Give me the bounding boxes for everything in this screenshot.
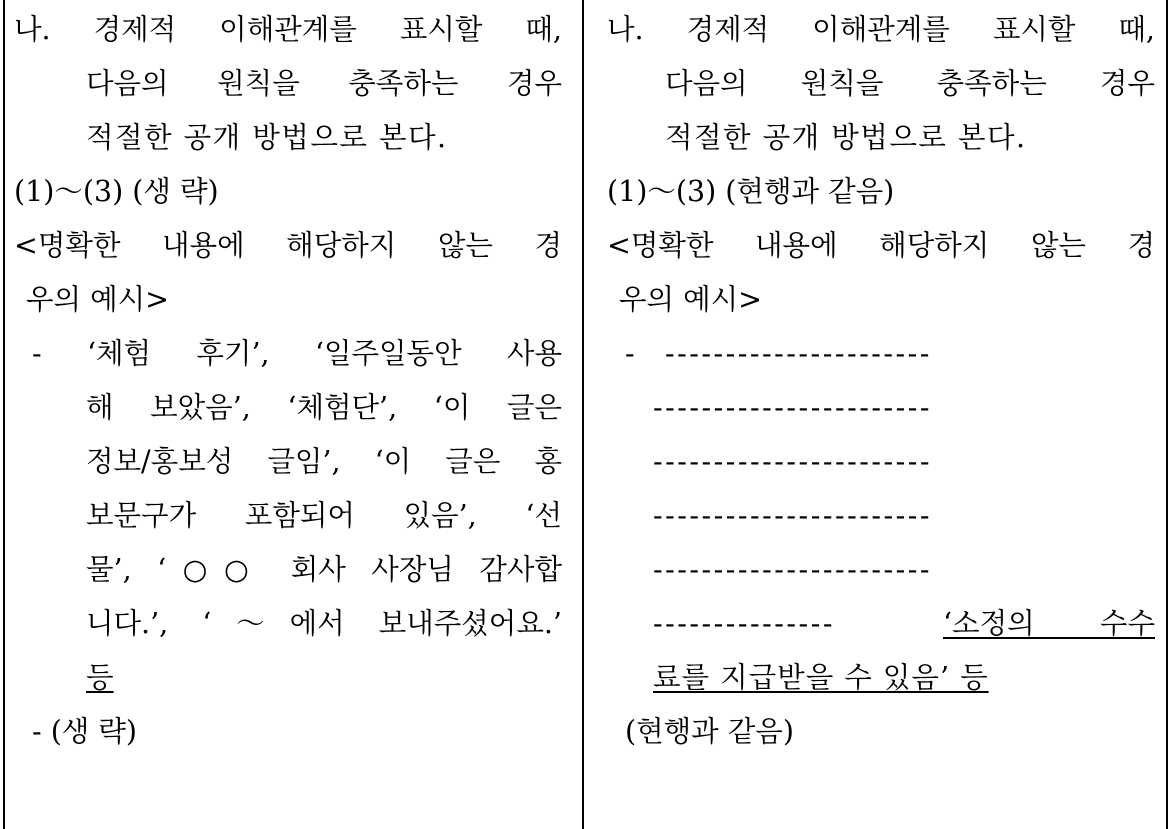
right-example-heading-line-1: <명확한 내용에 해당하지 않는 경	[607, 229, 1155, 262]
table-column-divider	[582, 0, 584, 829]
left-example-line-4: 보문구가 포함되어 있음’, ‘선	[86, 499, 562, 532]
table-right-border	[1166, 0, 1168, 829]
right-deleted-bullet: -	[625, 337, 635, 370]
left-example-line-6: 니다.’, ‘～에서 보내주셨어요.’	[86, 607, 562, 640]
left-example-line-2: 해 보았음’, ‘체험단’, ‘이 글은	[86, 391, 562, 424]
right-added-text-1: ‘소정의 수수	[943, 607, 1155, 640]
left-example-line-3: 정보/홍보성 글임’, ‘이 글은 홍	[86, 445, 562, 478]
right-deleted-line-2: -----------------------	[653, 391, 932, 424]
right-deleted-line-4: -----------------------	[653, 499, 932, 532]
right-deleted-line-5: -----------------------	[653, 553, 932, 586]
left-sub-items: (1)～(3) (생 략)	[14, 175, 219, 208]
right-unchanged-item: (현행과 같음)	[625, 715, 794, 748]
left-omitted-item: - (생 략)	[32, 715, 138, 748]
right-heading-line-2: 다음의 원칙을 충족하는 경우	[665, 67, 1155, 100]
right-added-text-2: 료를 지급받을 수 있음’ 등	[653, 661, 989, 694]
right-example-heading-line-2: 우의 예시>	[619, 283, 763, 316]
left-example-line-1: - ‘체험 후기’, ‘일주일동안 사용	[32, 337, 562, 370]
right-heading-line-1: 나. 경제적 이해관계를 표시할 때,	[607, 13, 1155, 46]
left-heading-line-1: 나. 경제적 이해관계를 표시할 때,	[14, 13, 562, 46]
left-example-heading-line-2: 우의 예시>	[26, 283, 170, 316]
left-example-end: 등	[86, 661, 114, 694]
left-heading-line-2: 다음의 원칙을 충족하는 경우	[86, 67, 562, 100]
right-sub-items: (1)～(3) (현행과 같음)	[607, 175, 895, 208]
left-example-line-5: 물’, ‘○○ 회사 사장님 감사합	[86, 553, 562, 586]
right-heading-line-3: 적절한 공개 방법으로 본다.	[665, 121, 1027, 154]
current-provision-column	[14, 0, 562, 829]
table-left-border	[3, 0, 5, 829]
right-deleted-line-6: ---------------	[653, 607, 835, 640]
right-deleted-line-1: ----------------------	[665, 337, 932, 370]
left-heading-line-3: 적절한 공개 방법으로 본다.	[86, 121, 448, 154]
amended-provision-column	[607, 0, 1155, 829]
right-deleted-line-3: -----------------------	[653, 445, 932, 478]
left-example-heading-line-1: <명확한 내용에 해당하지 않는 경	[14, 229, 562, 262]
